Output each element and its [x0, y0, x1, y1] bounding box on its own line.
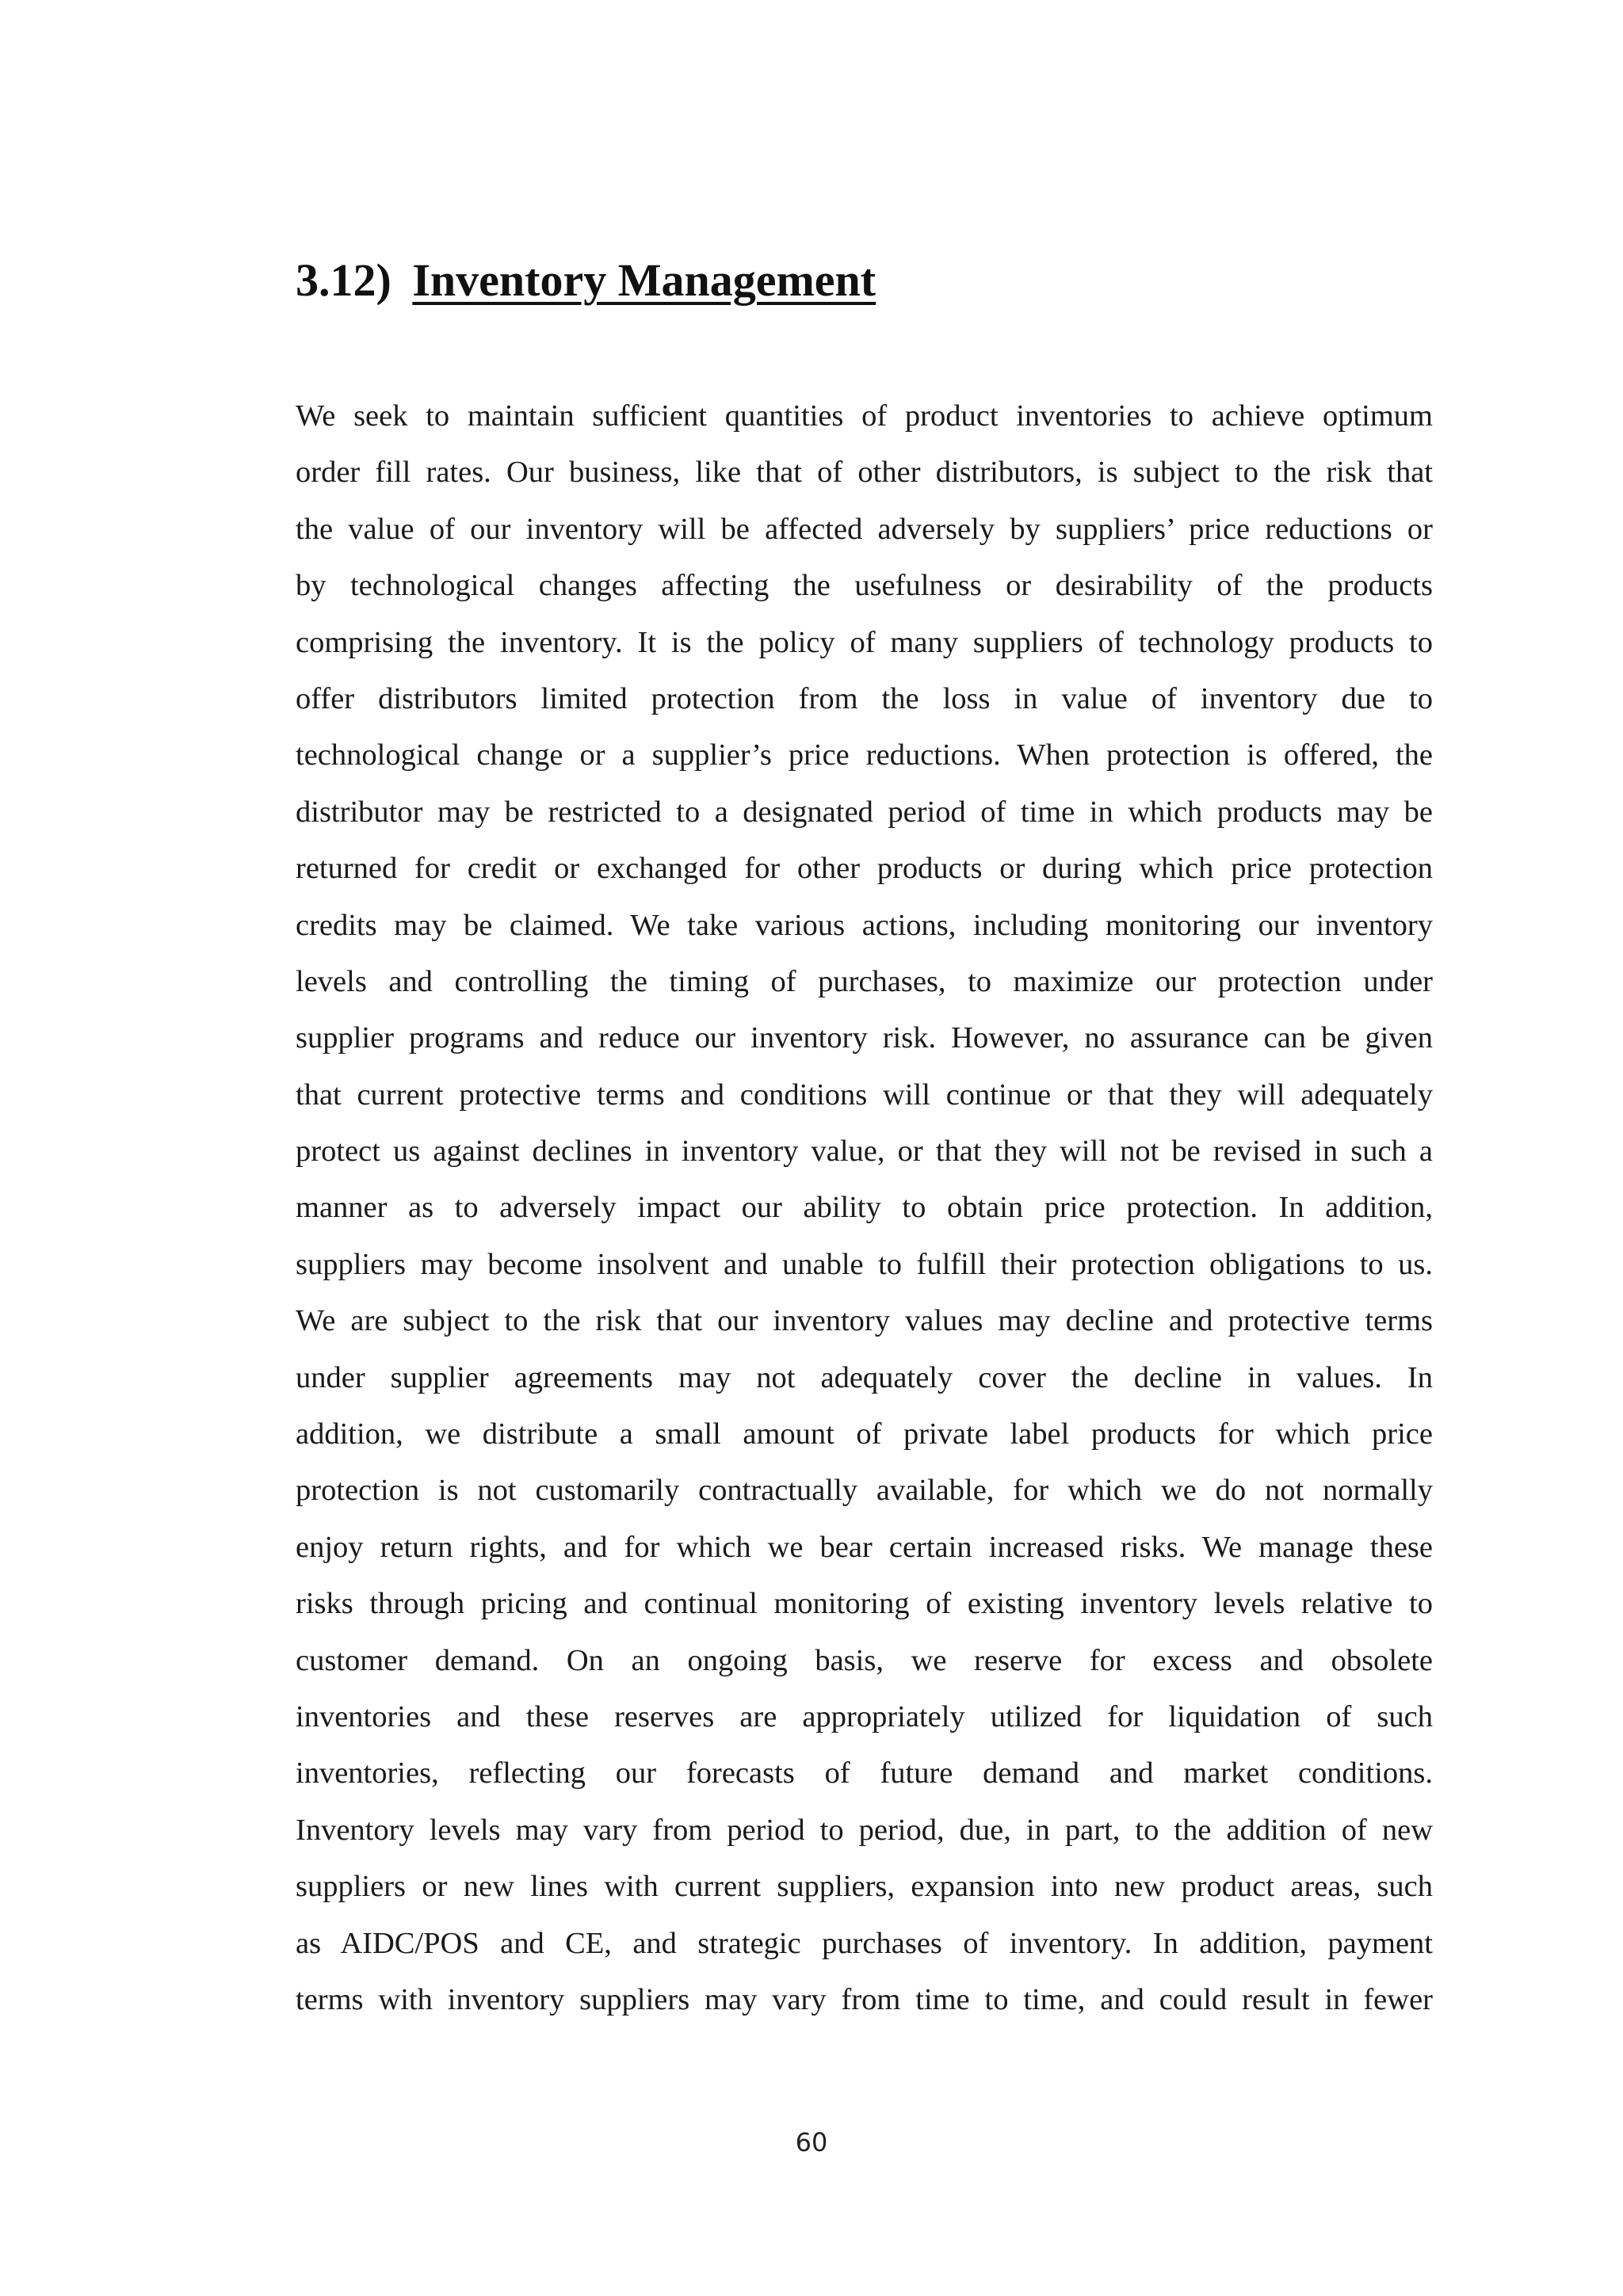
- paragraph-line: credits may be claimed. We take various actions, including monitoring our inventory: [296, 908, 1433, 942]
- paragraph-line: We seek to maintain sufficient quantities of product inventories to achieve optimum: [296, 399, 1433, 433]
- paragraph-line: supplier programs and reduce our inventory risk. However, no assurance can be given: [296, 1021, 1433, 1055]
- paragraph-line: by technological changes affecting the usefulness or desirability of the products: [296, 569, 1433, 603]
- paragraph-line: protect us against declines in inventory value, or that they will not be revised in such a: [296, 1135, 1433, 1169]
- paragraph-line: We are subject to the risk that our inventory values may decline and protective terms: [296, 1304, 1433, 1338]
- paragraph-line: returned for credit or exchanged for other products or during which price protection: [296, 852, 1433, 886]
- paragraph-line: Inventory levels may vary from period to period, due, in part, to the addition of new: [296, 1813, 1433, 1847]
- paragraph-line: offer distributors limited protection from the loss in value of inventory due to: [296, 681, 1433, 715]
- page-number: 60: [795, 2127, 828, 2157]
- paragraph-line: that current protective terms and conditions will continue or that they will adequately: [296, 1077, 1433, 1112]
- paragraph-line: inventories, reflecting our forecasts of future demand and market conditions.: [296, 1756, 1433, 1791]
- paragraph-line: addition, we distribute a small amount of private label products for which price: [296, 1417, 1433, 1451]
- paragraph-line: comprising the inventory. It is the policy of many suppliers of technology products to: [296, 625, 1433, 659]
- paragraph-line: distributor may be restricted to a designated period of time in which products may be: [296, 795, 1433, 829]
- paragraph-line: as AIDC/POS and CE, and strategic purchases of inventory. In addition, payment: [296, 1926, 1433, 1960]
- paragraph-line: protection is not customarily contractually available, for which we do not normally: [296, 1474, 1433, 1508]
- section-title: Inventory Management: [412, 254, 876, 306]
- paragraph-line: levels and controlling the timing of purchases, to maximize our protection under: [296, 964, 1433, 998]
- paragraph-line: under supplier agreements may not adequately cover the decline in values. In: [296, 1360, 1433, 1394]
- paragraph-line: enjoy return rights, and for which we bear certain increased risks. We manage these: [296, 1530, 1433, 1564]
- paragraph-line: manner as to adversely impact our ability to obtain price protection. In addition,: [296, 1191, 1433, 1225]
- section-number: 3.12): [296, 254, 391, 306]
- paragraph-line: technological change or a supplier’s price reductions. When protection is offered, the: [296, 738, 1433, 772]
- section-heading: [296, 249, 876, 312]
- paragraph-line: suppliers may become insolvent and unable to fulfill their protection obligations to us.: [296, 1247, 1433, 1281]
- paragraph-line: suppliers or new lines with current suppliers, expansion into new product areas, such: [296, 1870, 1433, 1904]
- paragraph-line: terms with inventory suppliers may vary from time to time, and could result in fewer: [296, 1982, 1433, 2016]
- paragraph-line: risks through pricing and continual monitoring of existing inventory levels relative to: [296, 1587, 1433, 1621]
- body-paragraph: [296, 388, 1433, 2028]
- paragraph-line: the value of our inventory will be affected adversely by suppliers’ price reductions or: [296, 512, 1433, 546]
- paragraph-line: customer demand. On an ongoing basis, we reserve for excess and obsolete: [296, 1643, 1433, 1677]
- paragraph-line: inventories and these reserves are appropriately utilized for liquidation of such: [296, 1699, 1433, 1733]
- paragraph-line: order fill rates. Our business, like that of other distributors, is subject to the risk that: [296, 456, 1433, 490]
